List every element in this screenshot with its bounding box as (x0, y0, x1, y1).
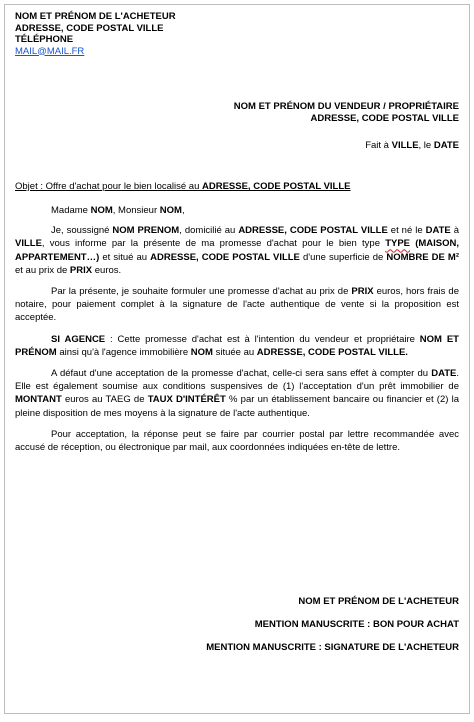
paragraph-agency: SI AGENCE : Cette promesse d'achat est à l'intention du vendeur et propriétaire NOM ET PRÉNOM ainsi qu'à l'agence immobilière NOM située au ADRESSE, CODE POSTAL VILLE. (15, 333, 459, 358)
buyer-phone: TÉLÉPHONE (15, 34, 74, 45)
buyer-name: NOM ET PRÉNOM DE L'ACHETEUR (15, 11, 176, 22)
paragraph-conditions: A défaut d'une acceptation de la promesse d'achat, celle-ci sera sans effet à compter du DATE. Elle est également soumise aux conditions suspensives de (1) l'acceptation d'un prêt immobilier de MONTANT euros au TAEG de TAUX D'INTÉRÊT % par un établissement bancaire ou financier et (2) la pleine disposition de mes moyens à la signature de l'acte authentique. (15, 368, 459, 419)
signature-block (206, 590, 459, 659)
subject-label: Objet : Offre d'achat pour le bien localisé au (15, 181, 202, 192)
letter-page (4, 4, 470, 714)
date-line (365, 140, 459, 151)
date-value: DATE (433, 140, 459, 151)
spellcheck-word: TYPE (385, 238, 410, 250)
signature-mention-1: MENTION MANUSCRITE : BON POUR ACHAT (254, 619, 459, 630)
seller-name: NOM ET PRÉNOM DU VENDEUR / PROPRIÉTAIRE (233, 101, 459, 112)
buyer-email-link[interactable]: MAIL@MAIL.FR (15, 45, 85, 57)
buyer-address: ADRESSE, CODE POSTAL VILLE (15, 22, 164, 34)
paragraph-identity: Je, soussigné NOM PRENOM, domicilié au ADRESSE, CODE POSTAL VILLE et né le DATE à VILLE, vous informe par la présente de ma promesse d'achat pour le bien type TYPE (MAISON, APPARTEMENT…) et situé au ADRESSE, CODE POSTAL VILLE d'une superficie de NOMBRE DE M² et au prix de PRIX euros. (15, 225, 459, 276)
date-prefix: Fait à (365, 140, 392, 151)
paragraph-acceptance: Pour acceptation, la réponse peut se faire par courrier postal par lettre recommandée avec accusé de réception, ou électronique par mail, aux coordonnées indiquées en-tête de lettre. (15, 428, 459, 454)
salutation: Madame NOM, Monsieur NOM, (51, 205, 185, 216)
letter-body (15, 204, 459, 462)
subject-address: ADRESSE, CODE POSTAL VILLE (202, 181, 351, 192)
seller-block (234, 101, 459, 124)
subject-line (15, 181, 351, 192)
seller-address: ADRESSE, CODE POSTAL VILLE (310, 112, 459, 124)
paragraph-price: Par la présente, je souhaite formuler une promesse d'achat au prix de PRIX euros, hors frais de notaire, pour paiement complet à la signature de l'acte authentique de vente si la proposition est acceptée. (15, 286, 459, 324)
date-city: VILLE (391, 140, 419, 151)
date-mid: , le (418, 140, 434, 151)
signature-name: NOM ET PRÉNOM DE L'ACHETEUR (298, 596, 459, 607)
signature-mention-2: MENTION MANUSCRITE : SIGNATURE DE L'ACHETEUR (206, 642, 459, 653)
buyer-block (15, 11, 176, 57)
